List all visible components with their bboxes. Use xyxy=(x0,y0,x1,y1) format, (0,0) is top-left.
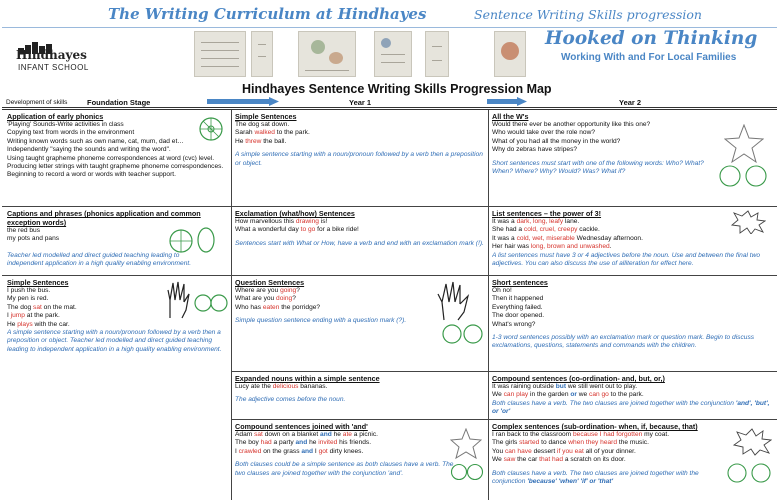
text-line: Adam sat down on a blanket and he ate a picnic. xyxy=(235,431,378,438)
text-line: It was raining outside but we still went out to play. xyxy=(492,383,638,390)
text-line: My pen is red. xyxy=(7,295,49,303)
text-line: Oh no! xyxy=(492,287,512,294)
text-line: The girls started to dance when they heard the music. xyxy=(492,439,649,447)
text-line: You can have dessert if you eat all of your dinner. xyxy=(492,447,636,455)
sound-button-icon xyxy=(194,292,228,314)
text-line: Beginning to record a word or words with teacher support. xyxy=(7,171,176,179)
year1-exclamation-cell xyxy=(235,209,485,274)
text-line: The dog sat on the mat. xyxy=(7,303,77,311)
school-name: Hindhayes xyxy=(16,48,87,62)
year1-simple-cell xyxy=(235,112,485,205)
year2-short-cell xyxy=(492,278,774,370)
sound-button-icon xyxy=(450,462,484,482)
text-line: She had a cold, cruel, creepy cackle. xyxy=(492,226,600,234)
text-line: Copying text from words in the environment xyxy=(7,129,135,137)
text-line: the red bus xyxy=(7,227,40,234)
wow-burst-icon xyxy=(732,428,772,456)
stage-year1: Year 1 xyxy=(349,98,372,107)
text-line: Her hair was long, brown and unwashed. xyxy=(492,243,612,251)
year1-expanded-cell xyxy=(235,374,485,418)
text-line: What of you had all the money in the world? xyxy=(492,137,621,145)
stage-year2: Year 2 xyxy=(619,98,642,107)
dev-label: Development of skills xyxy=(6,99,68,106)
cell-heading: Captions and phrases (phonics application and common exception words) xyxy=(7,209,201,227)
foundation-captions-cell xyxy=(7,209,227,274)
text-line: Writing known words such as own name, cat, mum, dad et… xyxy=(7,137,184,145)
cell-heading: Simple Sentences xyxy=(235,112,297,121)
hand-icon xyxy=(164,280,192,320)
text-line: How marvellous this drawing is! xyxy=(235,218,328,225)
text-line: Who would take over the role now? xyxy=(492,129,595,137)
school-sub: INFANT SCHOOL xyxy=(18,63,89,72)
year2-ws-cell xyxy=(492,112,707,205)
teaching-note: The adjective comes before the noun. xyxy=(235,396,346,404)
hand-icon xyxy=(436,280,472,322)
year1-compound-cell xyxy=(235,422,465,500)
text-line: my pots and pans xyxy=(7,235,60,243)
teaching-note: 1-3 word sentences possibly with an exclamation mark or question mark. Begin to discuss exclamations, questions, statements and commands with the children. xyxy=(492,334,755,350)
text-line: The dog sat down. xyxy=(235,121,290,128)
teaching-note: Simple question sentence ending with a question mark (?). xyxy=(235,317,407,325)
stage-row xyxy=(2,97,777,108)
star-icon xyxy=(450,428,482,460)
text-line: Then it happened xyxy=(492,295,544,303)
wow-burst-icon xyxy=(730,210,766,234)
text-line: What's wrong? xyxy=(492,320,536,328)
school-logo xyxy=(14,36,104,76)
cell-heading: Complex sentences (sub-ordination- when, if, because, that) xyxy=(492,422,698,431)
cell-heading: Short sentences xyxy=(492,278,548,287)
teaching-note: Both clauses could be a simple sentence as both clauses have a verb. The two clauses are joined together with the conjunction 'and'. xyxy=(235,461,454,477)
text-line: Everything failed. xyxy=(492,303,543,311)
sound-button-icon xyxy=(442,322,484,346)
work-photo xyxy=(298,31,356,77)
page-subtitle: Sentence Writing Skills progression xyxy=(474,7,702,22)
logo-bars-icon xyxy=(18,36,58,48)
cell-heading: Question Sentences xyxy=(235,278,305,287)
cell-heading: Simple Sentences xyxy=(7,278,69,287)
text-line: Producing letter strings with taught grapheme phoneme correspondences. xyxy=(7,163,224,171)
phonics-wheel-icon xyxy=(198,116,224,142)
text-line: I jump at the park. xyxy=(7,312,60,320)
text-line: I ran back to the classroom because I had forgotten my coat. xyxy=(492,431,670,438)
text-line: It was a dark, long, leafy lane. xyxy=(492,218,580,225)
slogan-sub: Working With and For Local Families xyxy=(561,52,737,63)
cell-heading: Compound sentences joined with 'and' xyxy=(235,422,368,431)
text-line: It was a cold, wet, miserable Wednesday afternoon. xyxy=(492,234,643,242)
text-line: Using taught grapheme phoneme correspondences at word (cvc) level. xyxy=(7,154,215,162)
work-photo xyxy=(374,31,412,77)
foundation-phonics-cell xyxy=(7,112,227,205)
teaching-note: A list sentences must have 3 or 4 adjectives before the noun. Use and between the final two adjectives. You can also discuss the use of alliteration for effect here. xyxy=(492,251,761,268)
teaching-note: Sentences start with What or How, have a verb and end with an exclamation mark (!). xyxy=(235,239,484,247)
year2-compound-cell xyxy=(492,374,774,418)
text-line: I crawled on the grass and I got dirty knees. xyxy=(235,447,364,455)
page-title: The Writing Curriculum at Hindhayes xyxy=(108,5,427,23)
cell-heading: Compound sentences (co-ordination- and, but, or,) xyxy=(492,374,665,383)
text-line: Would there ever be another opportunity like this one? xyxy=(492,121,651,128)
phonics-wheel-icon xyxy=(168,228,194,254)
text-line: I push the bus. xyxy=(7,287,51,294)
text-line: He threw the ball. xyxy=(235,137,287,145)
text-line: What are you doing? xyxy=(235,295,296,303)
map-title: Hindhayes Sentence Writing Skills Progression Map xyxy=(242,82,552,96)
text-line: We can play in the garden or we can go to the park. xyxy=(492,391,644,399)
arrow-right-icon xyxy=(207,97,279,106)
slogan: Hooked on Thinking xyxy=(545,28,758,49)
work-photo xyxy=(425,31,449,77)
text-line: Where are you going? xyxy=(235,287,300,294)
cell-heading: Application of early phonics xyxy=(7,112,104,121)
year2-complex-cell xyxy=(492,422,722,500)
stage-foundation: Foundation Stage xyxy=(87,98,151,107)
teaching-note: Teacher led modelled and direct guided teaching leading to independent application in a high quality enabling environment. xyxy=(7,251,192,268)
teaching-note: Both clauses have a verb. The two clauses are joined together with the conjunction 'and', 'but', or 'or' xyxy=(492,399,770,416)
text-line: Why do zebras have stripes? xyxy=(492,146,578,154)
header-bar xyxy=(0,0,779,30)
teaching-note: Both clauses have a verb. The two clauses are joined together with the conjunction 'because' 'when' 'if' or 'that' xyxy=(492,469,699,486)
progression-grid xyxy=(2,109,777,500)
text-line: 'Playing' Sounds-Write activities in class xyxy=(7,121,124,128)
text-line: Sarah walked to the park. xyxy=(235,129,310,137)
cell-heading: Expanded nouns within a simple sentence xyxy=(235,374,380,383)
sound-button-icon xyxy=(196,226,216,254)
text-line: Who has eaten the porridge? xyxy=(235,303,321,311)
cell-heading: Exclamation (what/how) Sentences xyxy=(235,209,355,218)
star-icon xyxy=(724,124,764,164)
text-line: Lucy ate the delicious bananas. xyxy=(235,383,328,390)
text-line: The boy had a party and he invited his friends. xyxy=(235,439,372,447)
text-line: The door opened. xyxy=(492,312,545,320)
work-photo xyxy=(494,31,526,77)
text-line: We saw the car that had a scratch on its door. xyxy=(492,456,626,464)
sound-button-icon xyxy=(718,164,772,188)
cell-heading: All the W's xyxy=(492,112,529,121)
text-line: He plays with the car. xyxy=(7,320,70,328)
teaching-note: A simple sentence starting with a noun/pronoun followed by a verb then a preposition or object. xyxy=(235,151,483,167)
teaching-note: A simple sentence starting with a noun/pronoun followed by a verb then a preposition or object. Teacher led modelled and direct guided teaching leading to independent application in a high quality enabling environment. xyxy=(7,329,222,353)
text-line: What a wonderful day to go for a bike ride! xyxy=(235,226,359,234)
text-line: Independently "saying the sounds and writing the word". xyxy=(7,146,171,154)
cell-heading: List sentences – the power of 3! xyxy=(492,209,602,218)
arrow-right-icon xyxy=(487,97,527,106)
sound-button-icon xyxy=(726,462,774,484)
work-photo xyxy=(194,31,246,77)
teaching-note: Short sentences must start with one of the following words: Who? What? When? Where? Why? Would? Was? What if? xyxy=(492,159,704,176)
work-photo xyxy=(251,31,273,77)
